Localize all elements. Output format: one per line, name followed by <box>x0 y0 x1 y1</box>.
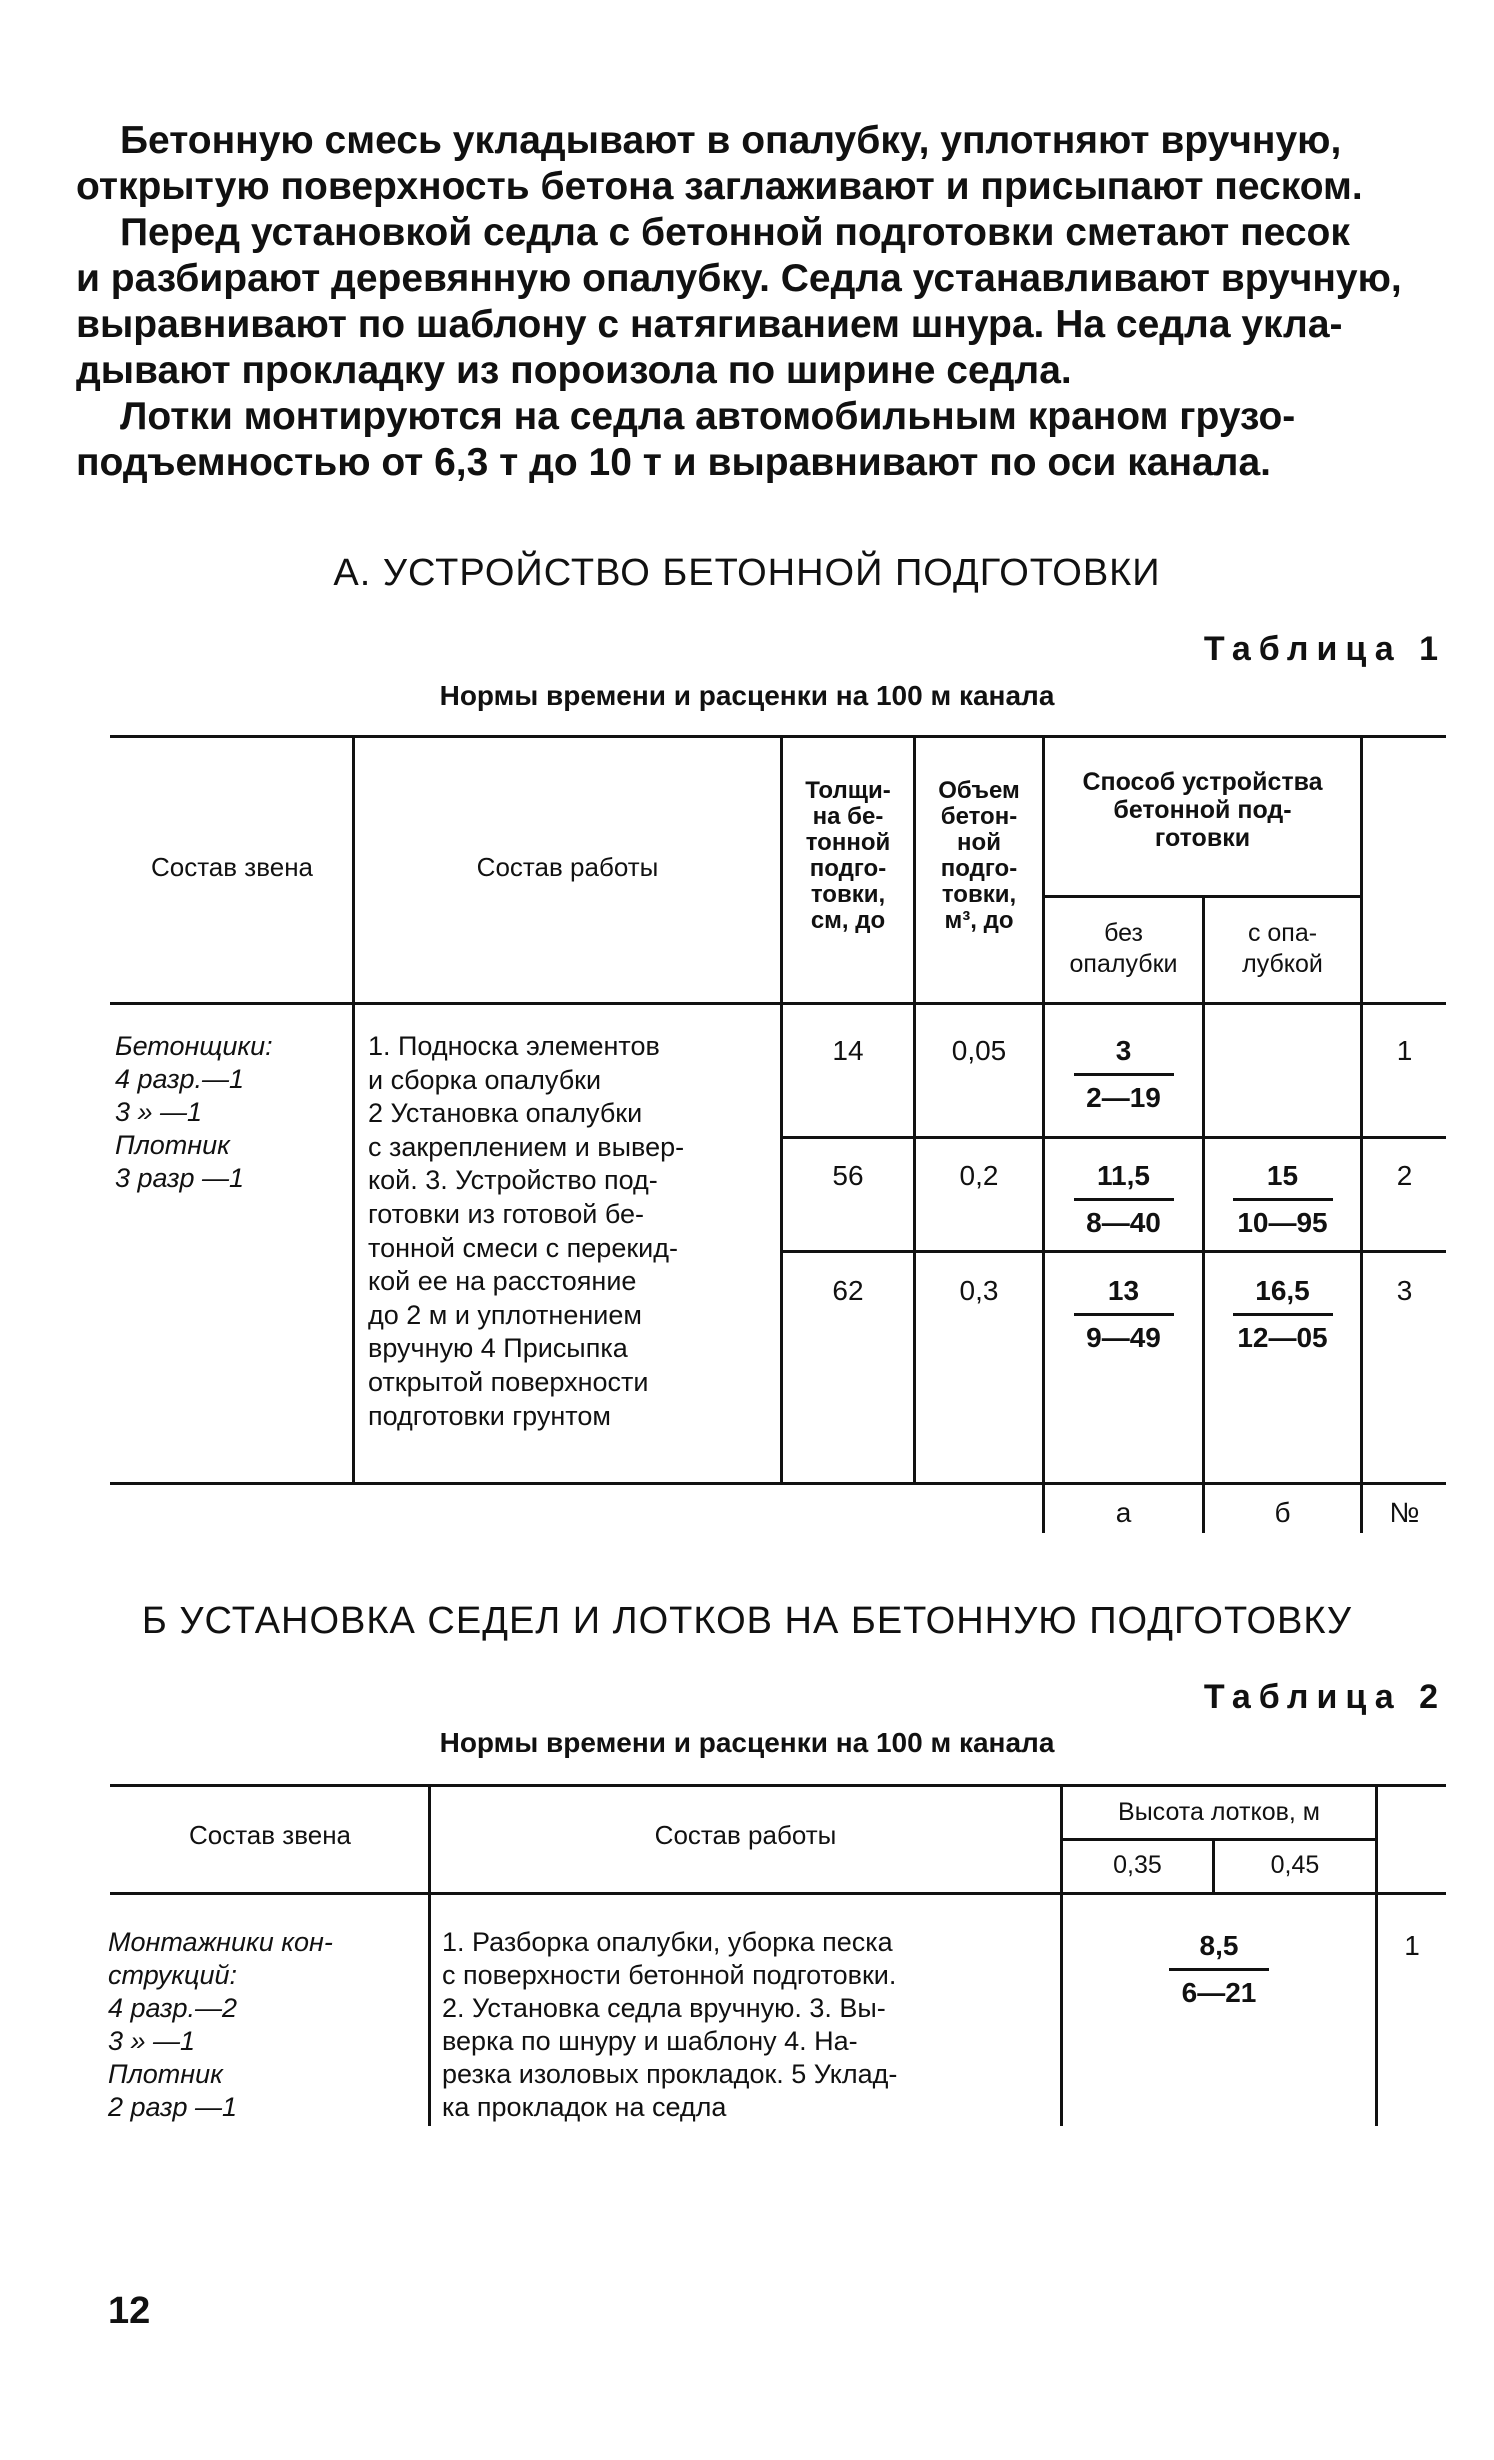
row3-without-fraction <box>1045 1275 1202 1354</box>
header-line: Способ устройства <box>1082 768 1323 796</box>
work-cell <box>368 1030 770 1433</box>
footer-b: б <box>1274 1497 1291 1528</box>
fraction-denominator: 10—95 <box>1237 1207 1328 1238</box>
rule <box>110 1482 1446 1485</box>
work-line: 2. Установка седла вручную. 3. Вы- <box>442 1993 886 2023</box>
header-line: товки, <box>810 881 886 908</box>
row3-volume: 0,3 <box>959 1275 999 1306</box>
header-line: м³, до <box>944 907 1014 934</box>
crew-line: Монтажники кон- <box>108 1927 333 1957</box>
crew-line: Бетонщики: <box>115 1031 273 1061</box>
row1-fraction <box>1063 1930 1375 2009</box>
fraction-numerator: 11,5 <box>1074 1160 1174 1201</box>
header-line: тонной <box>805 829 891 856</box>
fraction-denominator: 6—21 <box>1181 1977 1257 2008</box>
header-crew: Состав звена <box>150 852 314 882</box>
table-2-norm-title: Нормы времени и расценки на 100 м канала <box>439 1727 1055 1758</box>
page-number: 12 <box>108 2290 151 2332</box>
row1-thickness: 14 <box>832 1035 864 1066</box>
row1-without-fraction <box>1045 1035 1202 1114</box>
fraction-denominator: 8—40 <box>1086 1207 1161 1238</box>
header-line: ной <box>957 829 1001 856</box>
header-line: см, до <box>810 907 886 934</box>
header-line: Толщи- <box>805 777 891 804</box>
work-line: вручную 4 Присыпка <box>368 1333 628 1364</box>
header-line: готовки <box>1154 824 1251 852</box>
work-line: верка по шнуру и шаблону 4. На- <box>442 2026 858 2056</box>
row3-number: 3 <box>1396 1275 1413 1306</box>
work-line: ка прокладок на седла <box>442 2092 727 2122</box>
row3-thickness: 62 <box>832 1275 864 1306</box>
rule <box>780 1136 1446 1139</box>
footer-no: № <box>1389 1497 1420 1528</box>
header-work: Состав работы <box>654 1820 837 1850</box>
rule <box>1360 735 1363 1533</box>
fraction-denominator: 2—19 <box>1086 1082 1161 1113</box>
section-a-title: А. УСТРОЙСТВО БЕТОННОЙ ПОДГОТОВКИ <box>333 552 1161 594</box>
crew-line: струкций: <box>108 1960 238 1990</box>
header-with-formwork <box>1205 918 1360 980</box>
work-line: кой. 3. Устройство под- <box>368 1165 658 1196</box>
header-height-035: 0,35 <box>1113 1851 1162 1879</box>
table-1-label: Таблица 1 <box>1203 630 1446 668</box>
fraction-denominator: 12—05 <box>1237 1322 1328 1353</box>
header-line: товки, <box>941 881 1017 908</box>
row1-number: 1 <box>1396 1035 1413 1066</box>
crew-cell <box>108 1926 426 2124</box>
paragraph-2 <box>76 210 1450 394</box>
work-cell <box>442 1926 1052 2124</box>
header-line: Объем <box>938 777 1020 804</box>
header-line: подго- <box>940 855 1018 882</box>
work-line: с закреплением и вывер- <box>368 1131 685 1162</box>
row1-volume: 0,05 <box>951 1035 1007 1066</box>
header-height: Высота лотков, м <box>1118 1798 1320 1826</box>
crew-line: 2 разр —1 <box>108 2092 238 2122</box>
row1-number: 1 <box>1404 1930 1420 1961</box>
fraction-numerator: 8,5 <box>1169 1930 1269 1971</box>
header-line: на бе- <box>812 803 884 830</box>
header-line: подго- <box>809 855 887 882</box>
row2-without-fraction <box>1045 1160 1202 1239</box>
fraction-denominator: 9—49 <box>1086 1322 1161 1353</box>
fraction-numerator: 3 <box>1074 1035 1174 1076</box>
text-line: Лотки монтируются на седла автомобильным краном грузо- <box>120 395 1296 438</box>
header-without-formwork <box>1045 918 1202 980</box>
paragraph-3 <box>76 394 1450 486</box>
crew-line: 4 разр.—2 <box>108 1993 238 2023</box>
rule <box>780 1250 1446 1253</box>
header-line: бетон- <box>940 803 1018 830</box>
rule <box>1060 1838 1378 1841</box>
fraction-numerator: 16,5 <box>1233 1275 1333 1316</box>
work-line: резка изоловых прокладок. 5 Уклад- <box>442 2059 898 2089</box>
crew-line: Плотник <box>108 2059 223 2089</box>
rule <box>110 1002 1446 1005</box>
header-line: без <box>1104 919 1143 947</box>
text-line: дывают прокладку из пороизола по ширине седла. <box>76 349 1072 392</box>
crew-cell <box>115 1030 350 1195</box>
work-line: 1. Разборка опалубки, уборка песка <box>442 1927 893 1957</box>
text-line: подъемностью от 6,3 т до 10 т и выравнивают по оси канала. <box>76 441 1271 484</box>
text-line: Перед установкой седла с бетонной подготовки сметают песок <box>120 211 1350 254</box>
footer-a: а <box>1115 1497 1132 1528</box>
fraction-numerator: 15 <box>1233 1160 1333 1201</box>
row2-number: 2 <box>1396 1160 1413 1191</box>
work-line: 2 Установка опалубки <box>368 1098 643 1129</box>
work-line: и сборка опалубки <box>368 1064 602 1095</box>
header-line: лубкой <box>1242 950 1323 978</box>
work-line: кой ее на расстояние <box>368 1266 637 1297</box>
text-line: и разбирают деревянную опалубку. Седла устанавливают вручную, <box>76 257 1402 300</box>
header-height-045: 0,45 <box>1270 1851 1320 1879</box>
rule <box>1042 735 1045 1533</box>
header-work: Состав работы <box>476 852 659 882</box>
work-line: до 2 м и уплотнением <box>368 1299 642 1330</box>
header-line: опалубки <box>1069 950 1178 978</box>
header-method <box>1045 768 1360 852</box>
header-volume <box>916 778 1042 934</box>
crew-line: 3 разр —1 <box>115 1163 245 1193</box>
crew-line: Плотник <box>115 1130 230 1160</box>
row3-with-fraction <box>1205 1275 1360 1354</box>
section-b-title: Б УСТАНОВКА СЕДЕЛ И ЛОТКОВ НА БЕТОННУЮ ПОДГОТОВКУ <box>141 1600 1353 1642</box>
rule <box>110 1784 1446 1787</box>
work-line: готовки из готовой бе- <box>368 1198 645 1229</box>
text-line: открытую поверхность бетона заглаживают и присыпают песком. <box>76 165 1363 208</box>
table-1-norm-title: Нормы времени и расценки на 100 м канала <box>439 680 1055 711</box>
crew-line: 3 » —1 <box>115 1097 203 1127</box>
row2-thickness: 56 <box>832 1160 864 1191</box>
rule <box>1042 895 1360 898</box>
table-2-label: Таблица 2 <box>1203 1678 1446 1716</box>
header-crew: Состав звена <box>188 1820 352 1850</box>
row2-with-fraction <box>1205 1160 1360 1239</box>
text-line: Бетонную смесь укладывают в опалубку, уплотняют вручную, <box>120 119 1342 162</box>
work-line: с поверхности бетонной подготовки. <box>442 1960 897 1990</box>
header-line: бетонной под- <box>1113 796 1292 824</box>
rule <box>352 735 355 1483</box>
header-thickness <box>783 778 913 934</box>
rule <box>110 1892 1446 1895</box>
crew-line: 3 » —1 <box>108 2026 196 2056</box>
work-line: 1. Подноска элементов <box>368 1031 660 1061</box>
paragraph-1 <box>76 118 1450 210</box>
work-line: открытой поверхности <box>368 1366 649 1397</box>
crew-line: 4 разр.—1 <box>115 1064 245 1094</box>
fraction-numerator: 13 <box>1074 1275 1174 1316</box>
work-line: тонной смеси с перекид- <box>368 1232 678 1263</box>
row2-volume: 0,2 <box>959 1160 999 1191</box>
rule <box>110 735 1446 738</box>
header-line: с опа- <box>1247 919 1318 947</box>
work-line: подготовки грунтом <box>368 1400 611 1431</box>
text-line: выравнивают по шаблону с натягиванием шнура. На седла укла- <box>76 303 1343 346</box>
